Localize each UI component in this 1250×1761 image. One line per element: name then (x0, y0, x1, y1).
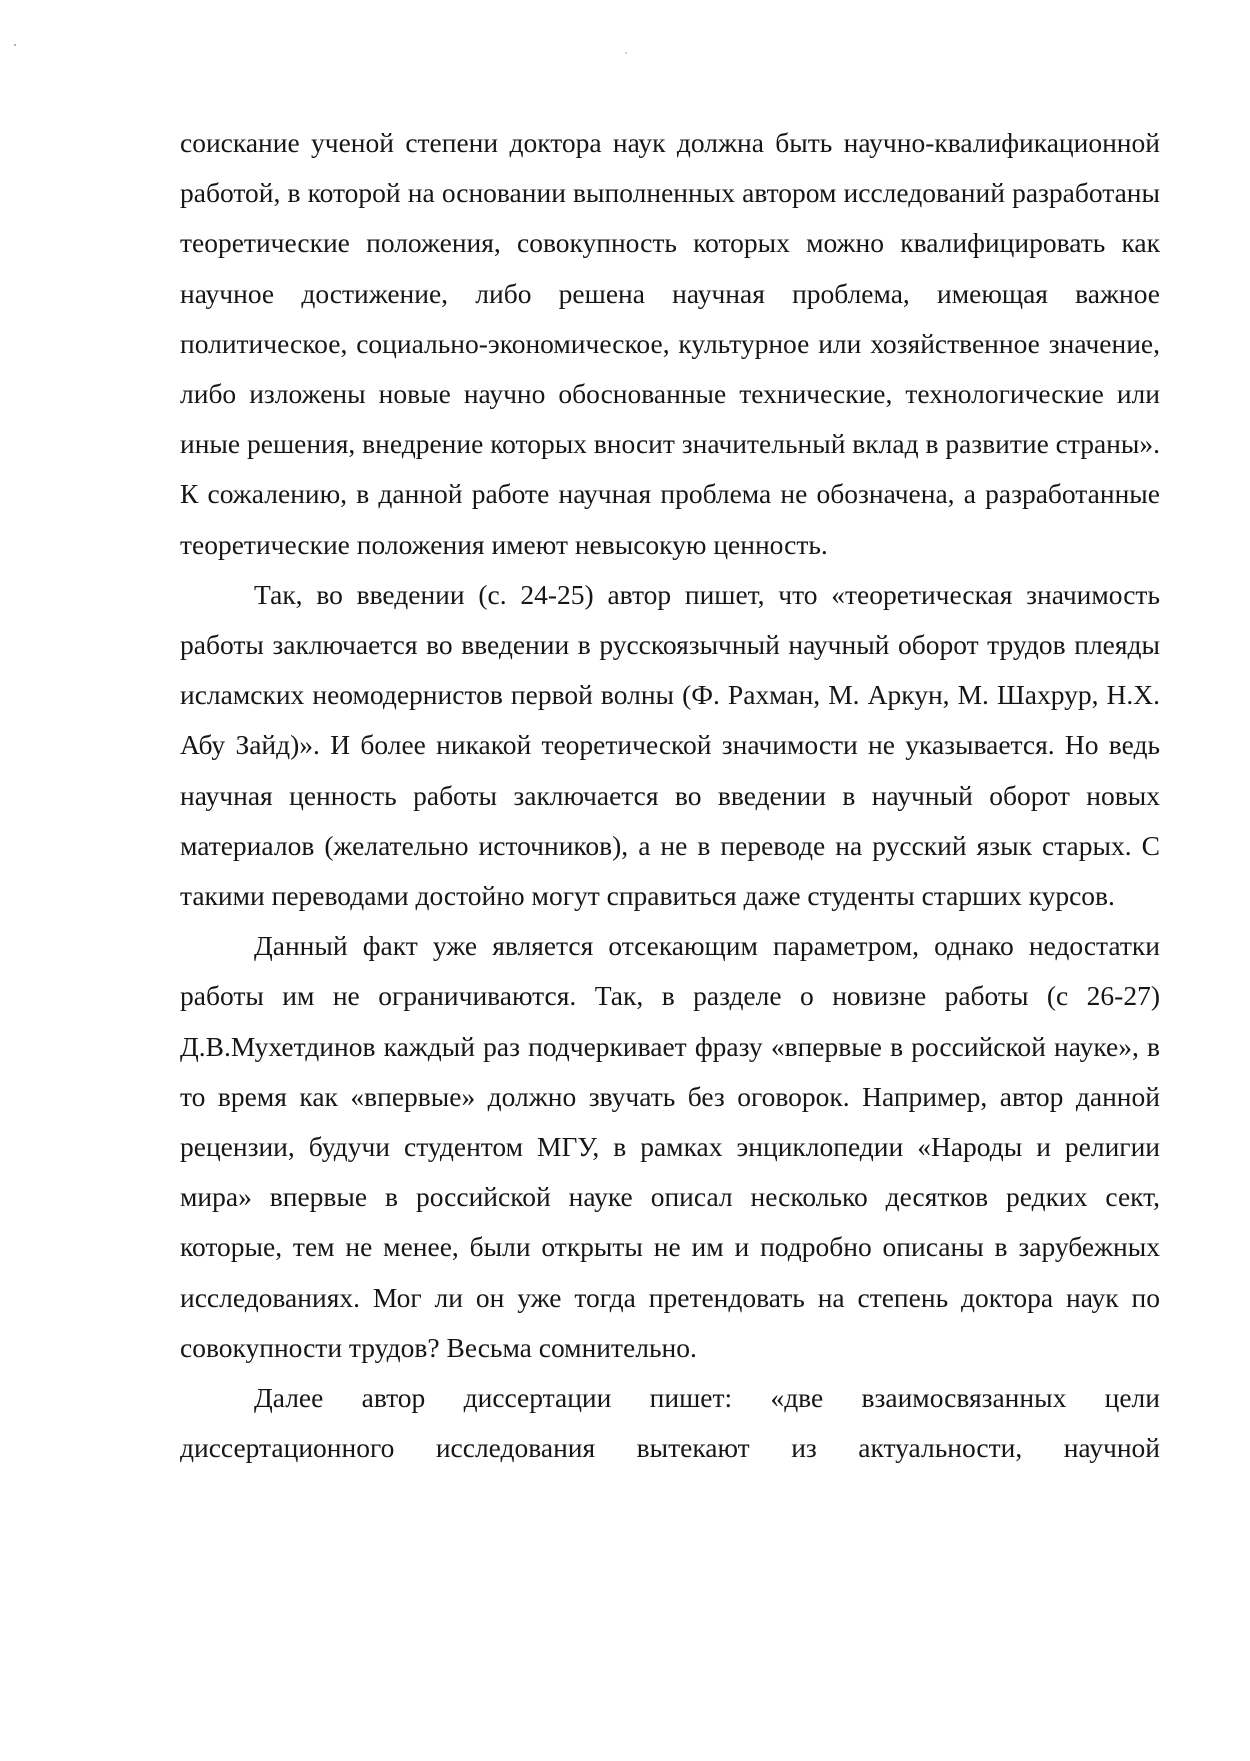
paragraph-truncated: Далее автор диссертации пишет: «две взаимосвязанных цели диссертационного исследования вытекают из актуальности, научной (180, 1382, 1160, 1464)
paragraph: Так, во введении (с. 24-25) автор пишет, что «теоретическая значимость работы заключается во введении в русскоязычный научный оборот трудов плеяды исламских неомодернистов первой волны (Ф. Рахман, М. Аркун, М. Шахрур, Н.Х. Абу Зайд)». И более никакой теоретической значимости не указывается. Но ведь научная ценность работы заключается во введении в научный оборот новых материалов (желательно источников), а не в переводе на русский язык старых. С такими переводами достойно могут справиться даже студенты старших курсов. (180, 578, 1160, 912)
paragraph-continued: соискание ученой степени доктора наук должна быть научно-квалификационной работой, в которой на основании выполненных автором исследований разработаны теоретические положения, совокупность которых можно квалифицировать как научное достижение, либо решена научная проблема, имеющая важное политическое, социально-экономическое, культурное или хозяйственное значение, либо изложены новые научно обоснованные технические, технологические или иные решения, внедрение которых вносит значительный вклад в развитие страны». К сожалению, в данной работе научная проблема не обозначена, а разработанные теоретические положения имеют невысокую ценность. (180, 127, 1160, 560)
scan-speck (14, 44, 16, 46)
document-body (180, 118, 1160, 1473)
scan-speck (625, 52, 627, 54)
paragraph: Данный факт уже является отсекающим параметром, однако недостатки работы им не ограничиваются. Так, в разделе о новизне работы (с 26-27) Д.В.Мухетдинов каждый раз подчеркивает фразу «впервые в российской науке», в то время как «впервые» должно звучать без оговорок. Например, автор данной рецензии, будучи студентом МГУ, в рамках энциклопедии «Народы и религии мира» впервые в российской науке описал несколько десятков редких сект, которые, тем не менее, были открыты не им и подробно описаны в зарубежных исследованиях. Мог ли он уже тогда претендовать на степень доктора наук по совокупности трудов? Весьма сомнительно. (180, 930, 1160, 1363)
